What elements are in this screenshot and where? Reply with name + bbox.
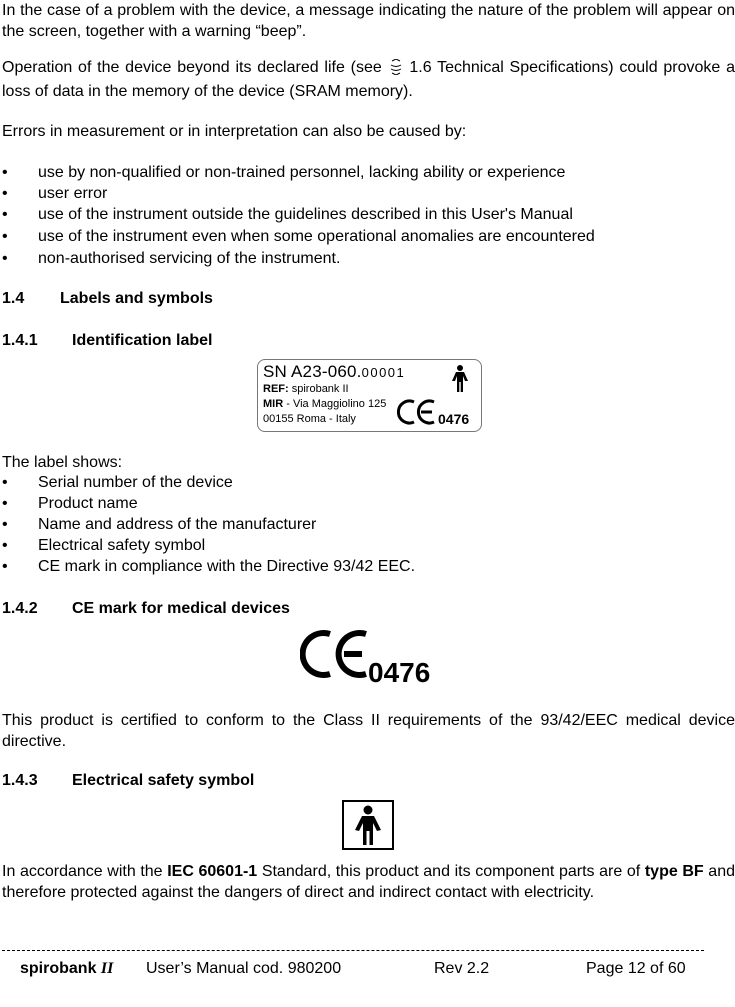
list-item-text: user error <box>38 185 108 202</box>
section-heading-1-4-1: 1.4.1 Identification label <box>2 332 213 349</box>
footer-divider <box>2 950 704 951</box>
list-item-text: Serial number of the device <box>38 474 233 491</box>
ce-mark-paragraph: This product is certified to conform to the Class II requirements of the 93/42/EEC medical device directive. <box>2 712 735 750</box>
intro-p2-before: Operation of the device beyond its declared life (see <box>2 59 382 76</box>
list-item-text: use by non-qualified or non-trained personnel, lacking ability or experience <box>38 164 566 181</box>
list-item-text: Product name <box>38 495 138 512</box>
label-mir-line: MIR - Via Maggiolino 125 <box>263 398 387 410</box>
ce-notified-body-number: 0476 <box>368 657 431 688</box>
label-ce-number: 0476 <box>438 411 470 427</box>
list-item-text: non-authorised servicing of the instrument. <box>38 250 341 267</box>
safety-paragraph: In accordance with the IEC 60601-1 Standard, this product and its component parts are of type BF and therefore protected against the dangers of direct and indirect contact with electricity. <box>2 863 735 901</box>
footer-manual-code: User’s Manual cod. 980200 <box>146 960 342 977</box>
section-heading-1-4: 1.4 Labels and symbols <box>2 290 213 307</box>
intro-paragraph-2 <box>2 57 735 102</box>
bullet-dot: • <box>2 228 8 245</box>
footer-page-number: Page 12 of 60 <box>586 960 686 977</box>
footer-product: spirobank II <box>20 960 114 977</box>
bullet-dot: • <box>2 558 8 575</box>
list-item-text: use of the instrument outside the guidelines described in this User's Manual <box>38 206 573 223</box>
bullet-dot: • <box>2 164 8 181</box>
section-heading-1-4-3: 1.4.3 Electrical safety symbol <box>2 772 255 789</box>
intro-paragraph-1: In the case of a problem with the device, a message indicating the nature of the problem will appear on the screen, together with a warning “beep”. <box>2 2 735 40</box>
identification-label <box>257 359 482 432</box>
bullet-dot: • <box>2 250 8 267</box>
ce-mark-icon <box>300 628 370 680</box>
list-item-text: use of the instrument even when some operational anomalies are encountered <box>38 228 595 245</box>
intro-paragraph-3: Errors in measurement or in interpretation can also be caused by: <box>2 123 467 140</box>
reference-icon <box>390 59 402 81</box>
bullet-dot: • <box>2 537 8 554</box>
label-shows-intro: The label shows: <box>2 454 123 471</box>
label-city-line: 00155 Roma - Italy <box>263 413 356 425</box>
bullet-dot: • <box>2 516 8 533</box>
type-bf-icon <box>344 802 392 848</box>
label-serial-number: SN A23-060.00001 <box>263 362 406 381</box>
bullet-dot: • <box>2 495 8 512</box>
section-heading-1-4-2: 1.4.2 CE mark for medical devices <box>2 600 290 617</box>
footer-revision: Rev 2.2 <box>434 960 490 977</box>
type-bf-small-icon <box>447 364 473 394</box>
ce-mark-small-icon <box>397 398 437 426</box>
list-item-text: CE mark in compliance with the Directive 93/42 EEC. <box>38 558 416 575</box>
list-item-text: Electrical safety symbol <box>38 537 206 554</box>
bullet-dot: • <box>2 474 8 491</box>
bullet-dot: • <box>2 185 8 202</box>
list-item-text: Name and address of the manufacturer <box>38 516 317 533</box>
bullet-dot: • <box>2 206 8 223</box>
type-bf-symbol <box>342 800 394 850</box>
intro-p2-after: 1.6 Technical Specifications) could provoke a loss of data in the memory of the device (SRAM memory). <box>2 59 735 100</box>
label-ref-line: REF: spirobank II <box>263 383 349 395</box>
